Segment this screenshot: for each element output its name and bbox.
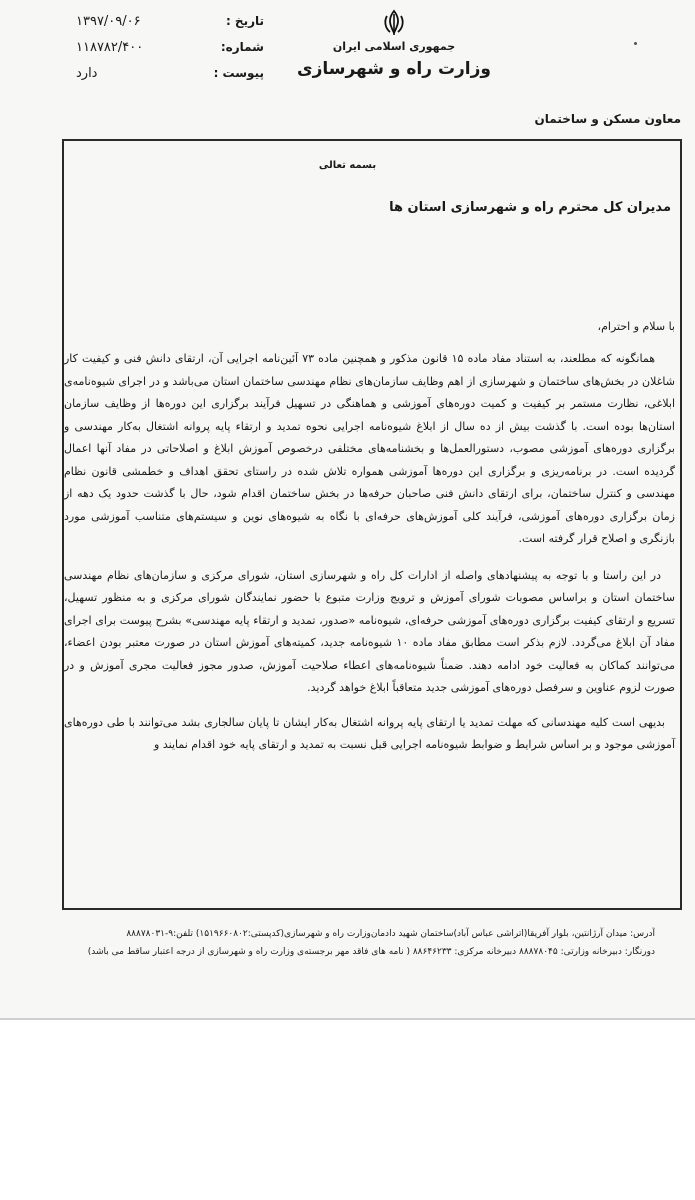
- footer-address: آدرس: میدان آرژانتین، بلوار آفریقا(اتراشی عباس آباد)ساختمان شهید دادمان‌وزارت راه و شهرسازی(کدپستی:۱۵۱۹۶۶۰۸۰۲) تلفن:۹-۸۸۸۷۸۰۳۱: [126, 929, 655, 939]
- footer-fax: دورنگار: دبیرخانه وزارتی: ۸۸۸۷۸۰۴۵ دبیرخانه مرکزی: ۸۸۶۴۶۲۳۳ ( نامه های فاقد مهر برجسته‌ی وزارت راه و شهرسازی از درجه اعتبار ساقط می باشد): [87, 947, 655, 957]
- letter-metadata: [64, 14, 264, 92]
- attachment-value: دارد: [76, 66, 98, 81]
- paragraph-2: در این راستا و با توجه به پیشنهادهای واصله از ادارات کل راه و شهرسازی استان، شورای مرکزی و سازمان‌های نظام مهندسی ساختمان استان و براساس مصوبات شورای آموزش و ترویج وزارت متبوع با حضور نمایندگان شورای مرکزی و به منظور تسهیل، تسریع و ارتقای کیفیت برگزاری دوره‌های آموزشی حرفه‌ای، شیوه‌نامه «صدور، تمدید و ارتقاء پایه مهندسی» بشرح پیوست برای اجرای مفاد آن ابلاغ می‌گردد. لازم بذکر است مطابق مفاد ماده ۱۰ شیوه‌نامه جدید، کمیته‌های آموزش استان در صورت معتبر بودن اعضاء، می‌توانند کماکان به فعالیت خود ادامه دهند. ضمناً شیوه‌نامه‌های اعطاء صلاحیت آموزش، صدور مجوز فعالیت مجری آموزش و در صورت لزوم عناوین و سرفصل دوره‌های آموزشی جدید متعاقباً ابلاغ خواهد گردید.: [64, 568, 675, 694]
- attachment-label: پیوست :: [213, 66, 264, 80]
- date-label: تاریخ :: [225, 14, 264, 28]
- scan-speck: [634, 42, 637, 45]
- letter-body: [64, 348, 675, 757]
- letterhead: [14, 8, 681, 110]
- attachment-row: [64, 66, 264, 92]
- bismillah: بسمه تعالی: [318, 160, 377, 171]
- date-value: ۱۳۹۷/۰۹/۰۶: [76, 14, 141, 29]
- letter-footer: [0, 925, 695, 961]
- greeting: با سلام و احترام،: [597, 320, 675, 333]
- date-row: [64, 14, 264, 40]
- government-heading: [269, 8, 519, 79]
- number-label: شماره:: [220, 40, 264, 54]
- republic-title: جمهوری اسلامی ایران: [332, 40, 456, 53]
- number-row: [64, 40, 264, 66]
- paragraph-3: بدیهی است کلیه مهندسانی که مهلت تمدید یا ارتقای پایه پروانه اشتغال به‌کار ایشان تا پایان سالجاری بشد می‌توانند با طی دوره‌های آموزشی موجود و بر اساس شرایط و ضوابط شیوه‌نامه اجرایی قبل نسبت به تمدید و ارتقای پایه خود اقدام نمایند و: [64, 715, 675, 751]
- recipient: مدیران کل محترم راه و شهرسازی استان ها: [389, 200, 671, 215]
- paragraph-1: همانگونه که مطلعند، به استناد مفاد ماده ۱۵ قانون مذکور و همچنین ماده ۷۳ آئین‌نامه اجرایی آن، ارتقای دانش فنی و کیفیت کار شاغلان در بخش‌های ساختمان و شهرسازی از اهم وظایف سازمان‌های نظام مهندسی ساختمان استان می‌باشد و در اجرای شیوه‌نامه‌ی ابلاغی، نظارت مستمر بر کیفیت و کمیت دوره‌های آموزشی و هماهنگی در تسهیل فرآیند برگزاری این دوره‌ها از وظایف سازمان استان‌ها بوده است. با گذشت بیش از ده سال از ابلاغ شیوه‌نامه اجرایی نحوه تمدید و ارتقاء پایه پروانه اشتغال به‌کار مهندسی و برگزاری دوره‌های آموزشی مصوب، دستورالعمل‌ها و بخشنامه‌های مختلفی درخصوص آموزش ابلاغ و اصلاحاتی در مفاد آنها اعمال گردیده است. در برنامه‌ریزی و برگزاری این دوره‌ها آموزشی همواره تلاش شده در راستای تحقق اهداف و خطمشی قانون نظام مهندسی و کنترل ساختمان، برای ارتقای دانش فنی صاحبان حرفه‌ها در بخش ساختمان اقدام شود، حال با گذشت حدود یک دهه از زمان برگزاری دوره‌های آموزشی، فرآیند کلی آموزش‌های حرفه‌ای با نگاه به شیوه‌های نوین و سیستم‌های متناسب آموزشی مورد بازنگری و اصلاح قرار گرفته است.: [64, 352, 675, 545]
- deputy-office: معاون مسکن و ساختمان: [534, 112, 681, 126]
- iran-emblem-icon: [379, 8, 409, 38]
- ministry-title: وزارت راه و شهرسازی: [296, 59, 491, 79]
- number-value: ۱۱۸۷۸۲/۴۰۰: [76, 40, 144, 55]
